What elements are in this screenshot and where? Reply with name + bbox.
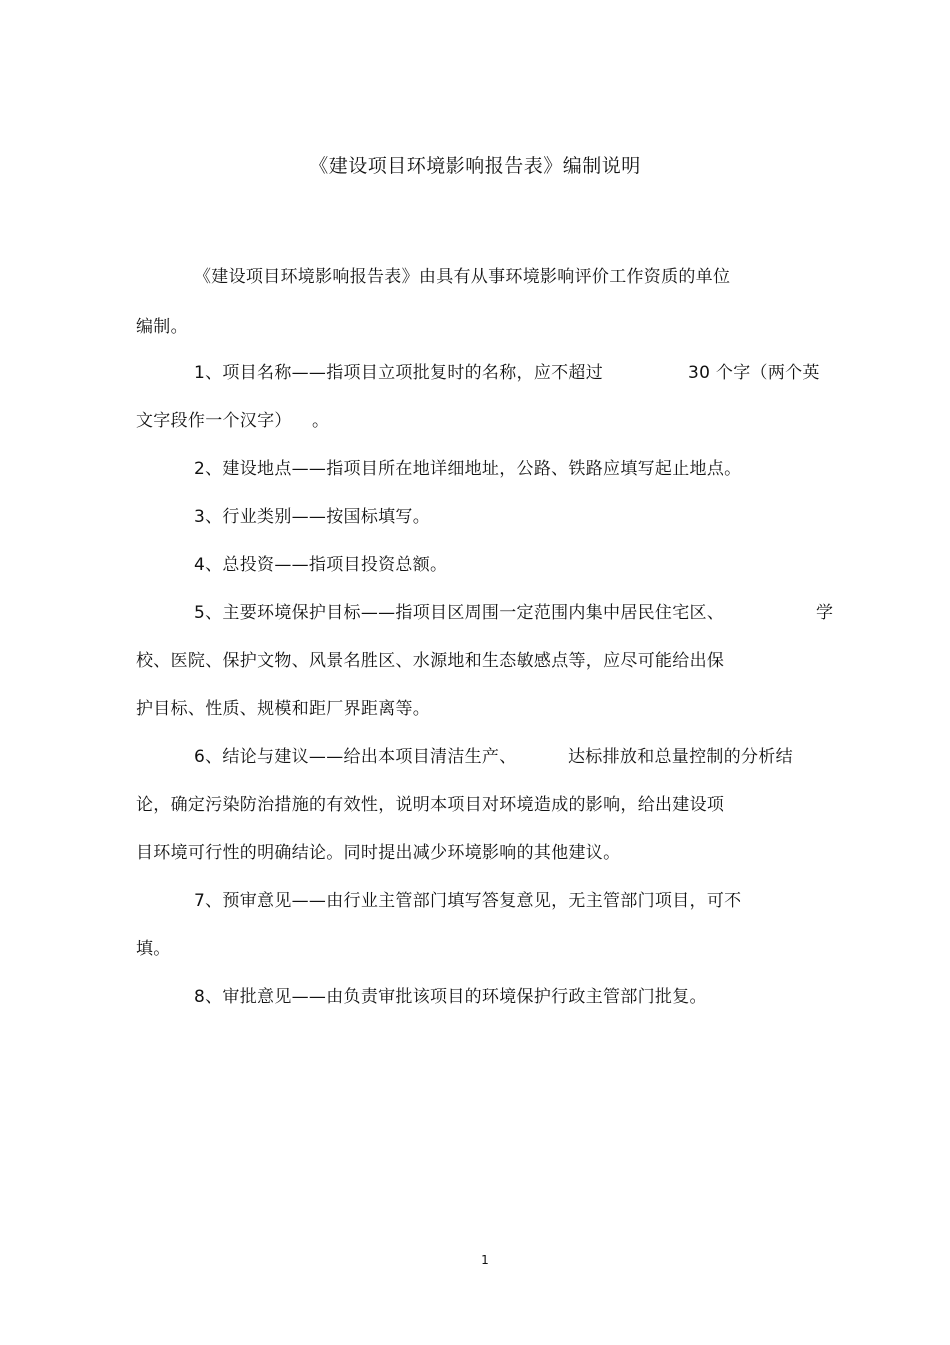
- intro-line-1: 《建设项目环境影响报告表》由具有从事环境影响评价工作资质的单位: [194, 267, 731, 287]
- item-1-line-1a: 1、项目名称——指项目立项批复时的名称，应不超过: [194, 363, 604, 383]
- item-8: 8、审批意见——由负责审批该项目的环境保护行政主管部门批复。: [194, 987, 707, 1007]
- document-title: 《建设项目环境影响报告表》编制说明: [309, 155, 641, 177]
- item-5-line-1a: 5、主要环境保护目标——指项目区周围一定范围内集中居民住宅区、: [194, 603, 725, 623]
- item-6-line-1a: 6、结论与建议——给出本项目清洁生产、: [194, 747, 517, 767]
- page-number: 1: [481, 1253, 489, 1267]
- item-1-line-2a: 文字段作一个汉字）: [136, 411, 292, 431]
- item-3: 3、行业类别——按国标填写。: [194, 507, 431, 527]
- item-6-line-3: 目环境可行性的明确结论。同时提出减少环境影响的其他建议。: [136, 843, 621, 863]
- item-5-line-3: 护目标、性质、规模和距厂界距离等。: [136, 699, 431, 719]
- item-1-line-1b: 30 个字（两个英: [688, 363, 820, 383]
- intro-line-2: 编制。: [136, 317, 188, 337]
- item-2: 2、建设地点——指项目所在地详细地址，公路、铁路应填写起止地点。: [194, 459, 742, 479]
- item-4: 4、总投资——指项目投资总额。: [194, 555, 448, 575]
- item-7-line-2: 填。: [136, 939, 171, 959]
- item-1-line-2b: 。: [312, 411, 330, 431]
- item-6-line-2: 论，确定污染防治措施的有效性，说明本项目对环境造成的影响，给出建设项: [136, 795, 725, 815]
- item-6-line-1b: 达标排放和总量控制的分析结: [568, 747, 793, 767]
- item-7-line-1: 7、预审意见——由行业主管部门填写答复意见，无主管部门项目，可不: [194, 891, 742, 911]
- item-5-line-2: 校、医院、保护文物、风景名胜区、水源地和生态敏感点等，应尽可能给出保: [136, 651, 725, 671]
- item-5-line-1b: 学: [816, 603, 834, 623]
